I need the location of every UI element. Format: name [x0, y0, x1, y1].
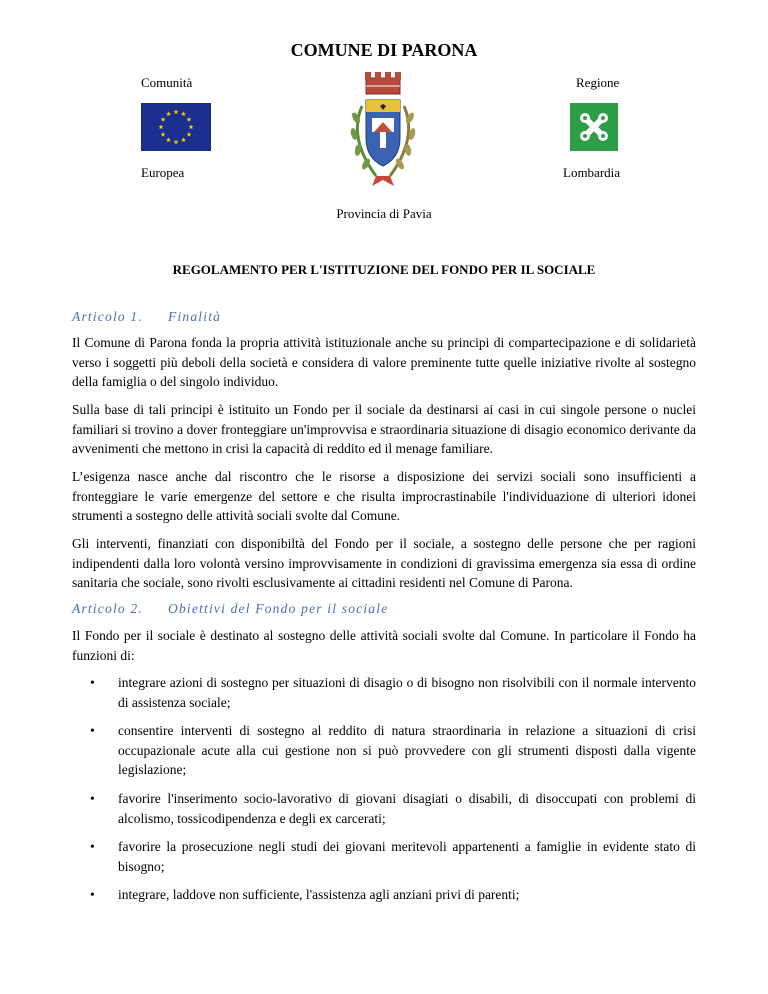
bullet-icon: •: [90, 723, 95, 738]
article-1-paragraph: L’esigenza nasce anche dal riscontro che le risorse a disposizione dei servizi sociali sono insufficienti a fronteggiare le varie emergenze del settore e che risulta improcrastinabile l'individuazione di ulteriori idonei strumenti a sostegno delle attività sociali svolte dal Comune.: [72, 469, 696, 523]
document-heading: REGOLAMENTO PER L'ISTITUZIONE DEL FONDO PER IL SOCIALE: [172, 262, 596, 277]
bullet-icon: •: [90, 791, 95, 806]
bullet-icon: •: [90, 839, 95, 854]
header-right-bottom: Lombardia: [563, 165, 621, 180]
article-1-paragraph: Sulla base di tali principi è istituito un Fondo per il sociale da destinarsi ai casi in cui singole persone o nuclei familiari si trovino a dover fronteggiare un'improvvisa e straordinaria situazione di disagio economico derivante da avvenimenti che mettono in crisi la capacità di reddito ed il menage familiare.: [72, 402, 696, 456]
parona-crest-icon: [336, 68, 430, 192]
header-right-top: Regione: [576, 75, 620, 90]
page-title: COMUNE DI PARONA: [290, 40, 478, 60]
article-1-number: Articolo 1.: [72, 309, 143, 324]
article-1-heading: [72, 309, 221, 325]
bullet-icon: •: [90, 675, 95, 690]
header-left-top: Comunità: [141, 75, 193, 90]
article-2-heading: [72, 601, 388, 617]
eu-flag-icon: [141, 103, 211, 151]
article-2-number: Articolo 2.: [72, 601, 143, 616]
article-2-intro: Il Fondo per il sociale è destinato al sostegno delle attività sociali svolte dal Comune. In particolare il Fondo ha funzioni di:: [72, 628, 696, 663]
province-label: Provincia di Pavia: [336, 206, 432, 221]
article-2-title: Obiettivi del Fondo per il sociale: [168, 601, 389, 616]
article-1-paragraph: Gli interventi, finanziati con disponibiltà del Fondo per il sociale, a sostegno delle persone che per ragioni indipendenti dalla loro volontà versino improvvisamente in condizioni di gravissima emergenza sia essa di ordine sanitaria che sociale, sono rivolti esclusivamente ai cittadini residenti nel Comune di Parona.: [72, 536, 696, 590]
bullet-icon: •: [90, 887, 95, 902]
article-1-title: Finalità: [168, 309, 222, 324]
header-left-bottom: Europea: [141, 165, 185, 180]
lombardia-rose-icon: [570, 103, 618, 151]
article-1-paragraph: Il Comune di Parona fonda la propria attività istituzionale anche su principi di compartecipazione e di solidarietà verso i soggetti più deboli della società e considera di valore preminente tutte quelle iniziative rivolte al sostegno della famiglia o del singolo individuo.: [72, 335, 696, 389]
